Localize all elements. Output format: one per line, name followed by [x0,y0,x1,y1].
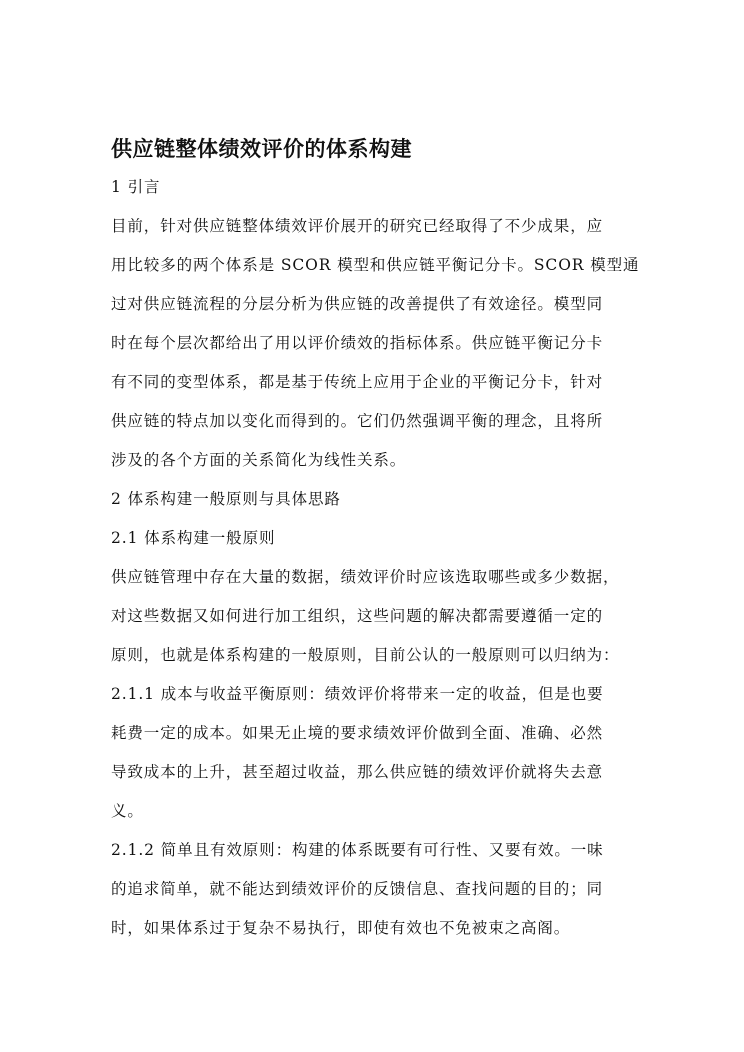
section-heading-principles: 2 体系构建一般原则与具体思路 [111,490,341,508]
paragraph-line: 时，如果体系过于复杂不易执行，即使有效也不免被束之高阁。 [111,919,571,937]
document-title: 供应链整体绩效评价的体系构建 [111,136,412,161]
paragraph-line: 目前，针对供应链整体绩效评价展开的研究已经取得了不少成果，应 [111,217,604,235]
paragraph-line: 供应链管理中存在大量的数据，绩效评价时应该选取哪些或多少数据， [111,568,620,586]
paragraph-line: 2.1.1 成本与收益平衡原则：绩效评价将带来一定的收益，但是也要 [111,685,604,703]
paragraph-line: 过对供应链流程的分层分析为供应链的改善提供了有效途径。模型同 [111,295,604,313]
paragraph-line: 耗费一定的成本。如果无止境的要求绩效评价做到全面、准确、必然 [111,724,604,742]
subsection-heading: 2.1 体系构建一般原则 [111,529,276,547]
paragraph-line: 涉及的各个方面的关系简化为线性关系。 [111,451,407,469]
paragraph-line: 有不同的变型体系，都是基于传统上应用于企业的平衡记分卡，针对 [111,373,604,391]
paragraph-line: 原则，也就是体系构建的一般原则，目前公认的一般原则可以归纳为： [111,646,620,664]
section-heading-introduction: 1 引言 [111,178,161,196]
paragraph-line: 导致成本的上升，甚至超过收益，那么供应链的绩效评价就将失去意 [111,763,604,781]
paragraph-line: 的追求简单，就不能达到绩效评价的反馈信息、查找问题的目的；同 [111,880,604,898]
paragraph-line: 义。 [111,802,144,820]
paragraph-line: 供应链的特点加以变化而得到的。它们仍然强调平衡的理念，且将所 [111,412,604,430]
paragraph-line: 时在每个层次都给出了用以评价绩效的指标体系。供应链平衡记分卡 [111,334,604,352]
paragraph-line: 对这些数据又如何进行加工组织，这些问题的解决都需要遵循一定的 [111,607,604,625]
paragraph-line: 用比较多的两个体系是 SCOR 模型和供应链平衡记分卡。SCOR 模型通 [111,256,640,274]
paragraph-line: 2.1.2 简单且有效原则：构建的体系既要有可行性、又要有效。一味 [111,841,604,859]
